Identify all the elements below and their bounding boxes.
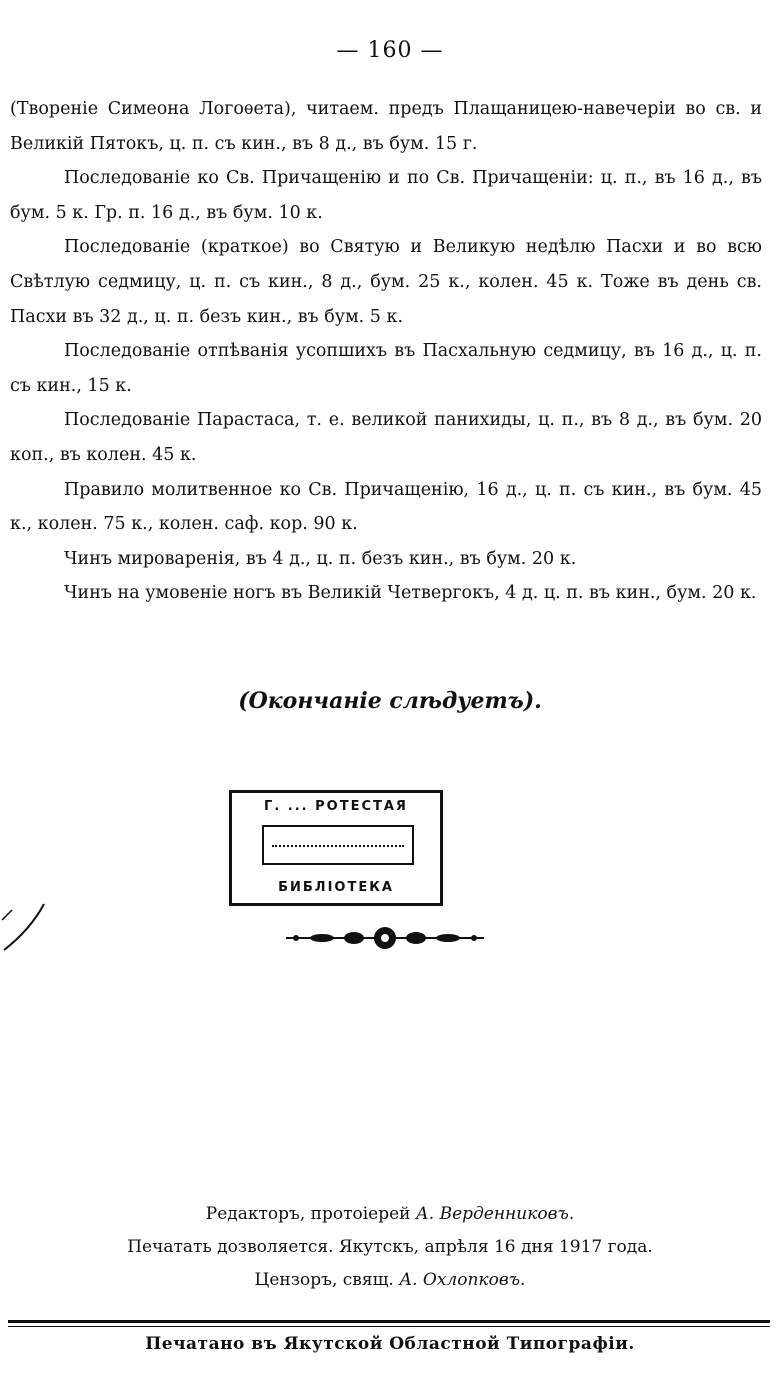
paragraph: Правило молитвенное ко Св. Причащенiю, 16 д., ц. п. съ кин., въ бум. 45 к., колен. 75 к., колен. саф. кор. 90 к. bbox=[10, 479, 762, 535]
paragraph: Чинъ мироваренiя, въ 4 д., ц. п. безъ кин., въ бум. 20 к. bbox=[64, 548, 577, 569]
permit-line: Печатать дозволяется. Якутскъ, апрѣля 16 дня 1917 года. bbox=[127, 1237, 653, 1257]
paragraph: Последованiе отпѣванiя усопшихъ въ Пасхальную седмицу, въ 16 д., ц. п. съ кин., 15 к. bbox=[10, 341, 762, 396]
paragraph: Последованiе ко Св. Причащенiю и по Св. Причащенiи: ц. п., въ 16 д., въ бум. 5 к. Гр. п. 16 д., въ бум. 10 к. bbox=[10, 168, 762, 223]
continuation-note: (Окончанiе слѣдуетъ). bbox=[238, 688, 542, 714]
library-stamp bbox=[229, 790, 443, 906]
printer-line: Печатано въ Якутской Областной Типографiи. bbox=[145, 1334, 635, 1354]
censor-line bbox=[0, 1264, 780, 1297]
stamp-top-text: Г. ... РОТЕСТАЯ bbox=[264, 799, 408, 814]
colophon bbox=[0, 1198, 780, 1297]
editor-label: Редакторъ, протоiерей bbox=[205, 1204, 411, 1224]
rule-thick bbox=[8, 1320, 770, 1323]
body-text bbox=[10, 92, 762, 611]
paragraph: (Творенiе Симеона Логоѳета), читаем. предъ Плащаницею-навечерiи во св. и Великiй Пятокъ, ц. п. съ кин., въ 8 д., въ бум. 15 г. bbox=[10, 99, 762, 154]
stamp-inner-box bbox=[262, 825, 414, 865]
editor-line bbox=[0, 1198, 780, 1231]
ornament-divider bbox=[282, 924, 488, 952]
page-number: — 160 — bbox=[336, 38, 444, 63]
margin-mark bbox=[0, 880, 50, 960]
stamp-bottom-text: БИБЛIОТЕКА bbox=[278, 880, 394, 895]
censor-label: Цензоръ, свящ. bbox=[254, 1270, 394, 1290]
paragraph: Чинъ на умовенiе ногъ въ Великiй Четвергокъ, 4 д. ц. п. въ кин., бум. 20 к. bbox=[64, 583, 757, 604]
censor-name: А. Охлопковъ. bbox=[399, 1270, 526, 1290]
editor-name: А. Верденниковъ. bbox=[415, 1204, 575, 1224]
paragraph: Последованiе (краткое) во Святую и Великую недѣлю Пасхи и во всю Свѣтлую седмицу, ц. п. съ кин., 8 д., бум. 25 к., колен. 45 к. Тоже въ день св. Пасхи въ 32 д., ц. п. безъ кин., въ бум. 5 к. bbox=[10, 237, 762, 327]
rule-thin bbox=[8, 1326, 770, 1327]
paragraph: Последованiе Парастаса, т. е. великой панихиды, ц. п., въ 8 д., въ бум. 20 коп., въ колен. 45 к. bbox=[10, 410, 762, 465]
